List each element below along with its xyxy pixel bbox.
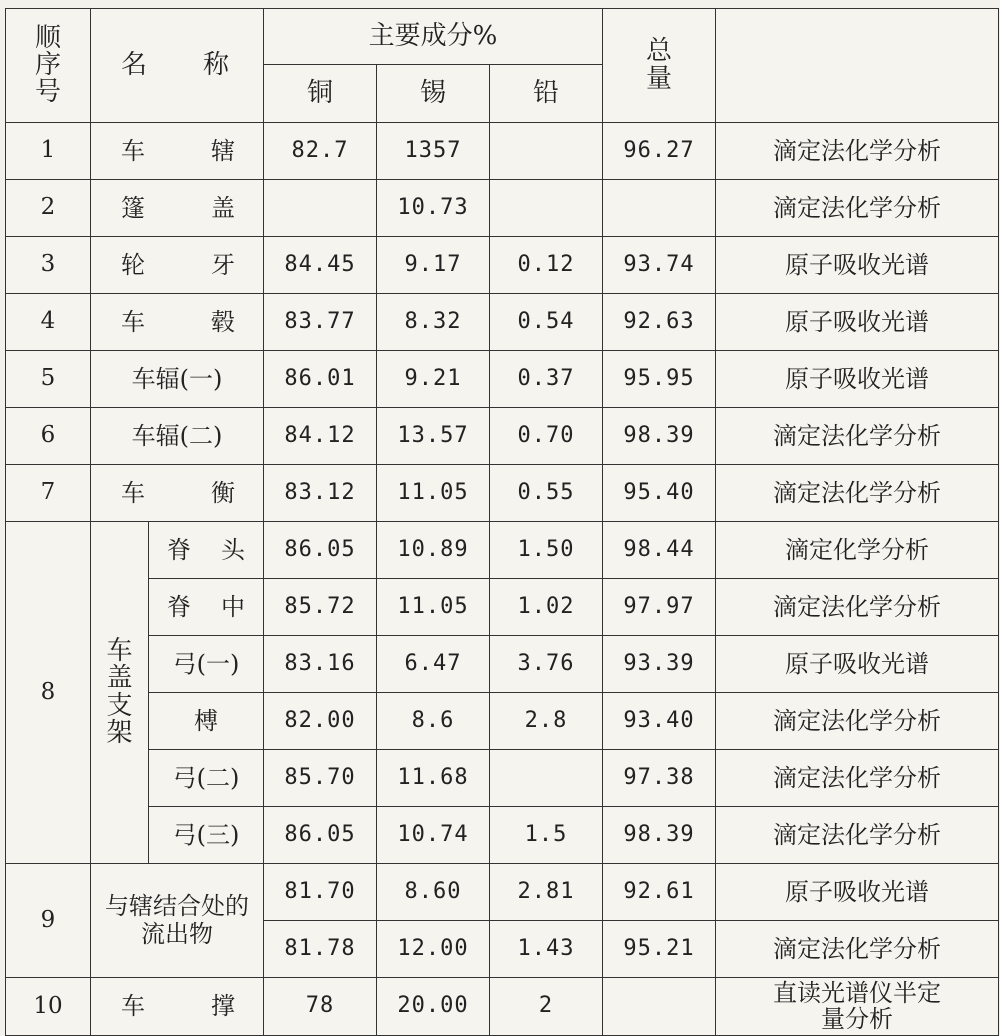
cell-lead: 1.5 — [490, 807, 603, 864]
table-row — [6, 465, 999, 522]
table-row — [6, 408, 999, 465]
name-char: 毂 — [211, 307, 235, 336]
cell-copper: 86.05 — [264, 522, 377, 579]
name-char: 轮 — [121, 250, 145, 279]
cell-tin: 13.57 — [377, 408, 490, 465]
cell-total: 92.63 — [603, 294, 716, 351]
row-index: 5 — [6, 351, 91, 408]
row-index: 9 — [6, 864, 91, 978]
cell-copper: 84.45 — [264, 237, 377, 294]
cell-copper: 83.12 — [264, 465, 377, 522]
name-char: 盖 — [211, 193, 235, 222]
header-total: 总量 — [603, 9, 716, 123]
cell-copper: 84.12 — [264, 408, 377, 465]
cell-total: 92.61 — [603, 864, 716, 921]
cell-copper: 83.16 — [264, 636, 377, 693]
cell-tin: 11.05 — [377, 465, 490, 522]
cell-lead: 1.02 — [490, 579, 603, 636]
cell-lead: 0.54 — [490, 294, 603, 351]
cell-copper: 78 — [264, 978, 377, 1036]
table-row — [6, 636, 999, 693]
cell-method: 滴定法化学分析 — [716, 693, 999, 750]
cell-total: 97.38 — [603, 750, 716, 807]
group-label: 车盖支架 — [91, 522, 149, 864]
cell-method: 滴定法化学分析 — [716, 408, 999, 465]
header-copper: 铜 — [264, 65, 377, 123]
cell-method: 原子吸收光谱 — [716, 636, 999, 693]
cell-total: 93.74 — [603, 237, 716, 294]
table-row — [6, 294, 999, 351]
cell-total: 93.40 — [603, 693, 716, 750]
table-row — [6, 864, 999, 921]
cell-method: 滴定化学分析 — [716, 522, 999, 579]
cell-copper: 86.01 — [264, 351, 377, 408]
cell-tin: 10.73 — [377, 180, 490, 237]
name-char: 篷 — [121, 193, 145, 222]
cell-tin: 10.89 — [377, 522, 490, 579]
cell-method: 滴定法化学分析 — [716, 579, 999, 636]
row-index: 3 — [6, 237, 91, 294]
header-name-char-2: 称 — [202, 50, 229, 81]
cell-method: 原子吸收光谱 — [716, 351, 999, 408]
cell-method: 原子吸收光谱 — [716, 864, 999, 921]
table-row — [6, 693, 999, 750]
name-char: 脊 — [167, 535, 191, 564]
name-char: 中 — [221, 592, 245, 621]
row-name — [91, 237, 264, 294]
row-index: 1 — [6, 123, 91, 180]
header-lead: 铅 — [490, 65, 603, 123]
cell-method: 滴定法化学分析 — [716, 750, 999, 807]
cell-tin: 12.00 — [377, 921, 490, 978]
cell-method: 滴定法化学分析 — [716, 921, 999, 978]
header-row-1 — [6, 9, 999, 65]
cell-lead — [490, 123, 603, 180]
cell-lead: 1.43 — [490, 921, 603, 978]
cell-total: 93.39 — [603, 636, 716, 693]
cell-total: 95.21 — [603, 921, 716, 978]
header-name-char-1: 名 — [121, 50, 148, 81]
row-name — [91, 465, 264, 522]
name-char: 车 — [121, 992, 145, 1021]
cell-lead — [490, 750, 603, 807]
name-char: 撑 — [211, 992, 235, 1021]
composition-table — [5, 8, 999, 1036]
table-row — [6, 123, 999, 180]
cell-total — [603, 978, 716, 1036]
cell-copper: 81.78 — [264, 921, 377, 978]
cell-tin: 9.17 — [377, 237, 490, 294]
row-name — [91, 294, 264, 351]
name-char: 车 — [121, 478, 145, 507]
name-char: 脊 — [167, 592, 191, 621]
cell-copper: 85.70 — [264, 750, 377, 807]
row-index: 8 — [6, 522, 91, 864]
sub-name: 弓(一) — [149, 636, 264, 693]
cell-copper: 82.7 — [264, 123, 377, 180]
cell-method: 原子吸收光谱 — [716, 237, 999, 294]
table-row — [6, 237, 999, 294]
row-name: 车辐(一) — [91, 351, 264, 408]
table-row — [6, 807, 999, 864]
header-method — [716, 9, 999, 123]
name-char: 车 — [121, 136, 145, 165]
cell-total: 98.39 — [603, 408, 716, 465]
row-name: 与辖结合处的流出物 — [91, 864, 264, 978]
row-name — [91, 123, 264, 180]
cell-copper: 85.72 — [264, 579, 377, 636]
cell-lead — [490, 180, 603, 237]
cell-total — [603, 180, 716, 237]
row-index: 2 — [6, 180, 91, 237]
row-name — [91, 180, 264, 237]
cell-copper: 86.05 — [264, 807, 377, 864]
cell-tin: 11.68 — [377, 750, 490, 807]
table-row — [6, 351, 999, 408]
cell-total: 95.95 — [603, 351, 716, 408]
sub-name — [149, 522, 264, 579]
sub-name: 榑 — [149, 693, 264, 750]
row-index: 7 — [6, 465, 91, 522]
cell-copper: 83.77 — [264, 294, 377, 351]
table-container — [5, 8, 999, 1036]
cell-method: 滴定法化学分析 — [716, 123, 999, 180]
cell-total: 98.39 — [603, 807, 716, 864]
cell-lead: 0.37 — [490, 351, 603, 408]
cell-lead: 2.8 — [490, 693, 603, 750]
cell-tin: 11.05 — [377, 579, 490, 636]
cell-method: 滴定法化学分析 — [716, 465, 999, 522]
row-index: 10 — [6, 978, 91, 1036]
name-char: 头 — [221, 535, 245, 564]
table-row — [6, 579, 999, 636]
row-index: 4 — [6, 294, 91, 351]
table-row — [6, 978, 999, 1036]
row-index: 6 — [6, 408, 91, 465]
cell-copper: 82.00 — [264, 693, 377, 750]
row-name: 车辐(二) — [91, 408, 264, 465]
header-index: 顺序号 — [6, 9, 91, 123]
cell-total: 98.44 — [603, 522, 716, 579]
cell-tin: 6.47 — [377, 636, 490, 693]
header-tin: 锡 — [377, 65, 490, 123]
table-row — [6, 180, 999, 237]
cell-lead: 0.12 — [490, 237, 603, 294]
cell-method: 直读光谱仪半定量分析 — [716, 978, 999, 1036]
cell-lead: 1.50 — [490, 522, 603, 579]
table-row — [6, 522, 999, 579]
sub-name — [149, 579, 264, 636]
cell-lead: 2 — [490, 978, 603, 1036]
cell-tin: 1357 — [377, 123, 490, 180]
cell-tin: 8.6 — [377, 693, 490, 750]
name-char: 牙 — [211, 250, 235, 279]
row-name — [91, 978, 264, 1036]
cell-total: 97.97 — [603, 579, 716, 636]
cell-total: 96.27 — [603, 123, 716, 180]
cell-tin: 8.32 — [377, 294, 490, 351]
cell-method: 滴定法化学分析 — [716, 807, 999, 864]
cell-lead: 3.76 — [490, 636, 603, 693]
cell-lead: 0.55 — [490, 465, 603, 522]
table-row — [6, 750, 999, 807]
cell-method: 原子吸收光谱 — [716, 294, 999, 351]
sub-name: 弓(三) — [149, 807, 264, 864]
cell-tin: 10.74 — [377, 807, 490, 864]
cell-method: 滴定法化学分析 — [716, 180, 999, 237]
sub-name: 弓(二) — [149, 750, 264, 807]
cell-copper: 81.70 — [264, 864, 377, 921]
name-char: 衡 — [211, 478, 235, 507]
cell-tin: 9.21 — [377, 351, 490, 408]
cell-tin: 20.00 — [377, 978, 490, 1036]
cell-copper — [264, 180, 377, 237]
cell-lead: 0.70 — [490, 408, 603, 465]
header-name — [91, 9, 264, 123]
name-char: 辖 — [211, 136, 235, 165]
cell-lead: 2.81 — [490, 864, 603, 921]
header-main-components: 主要成分% — [264, 9, 603, 65]
cell-total: 95.40 — [603, 465, 716, 522]
name-char: 车 — [121, 307, 145, 336]
cell-tin: 8.60 — [377, 864, 490, 921]
